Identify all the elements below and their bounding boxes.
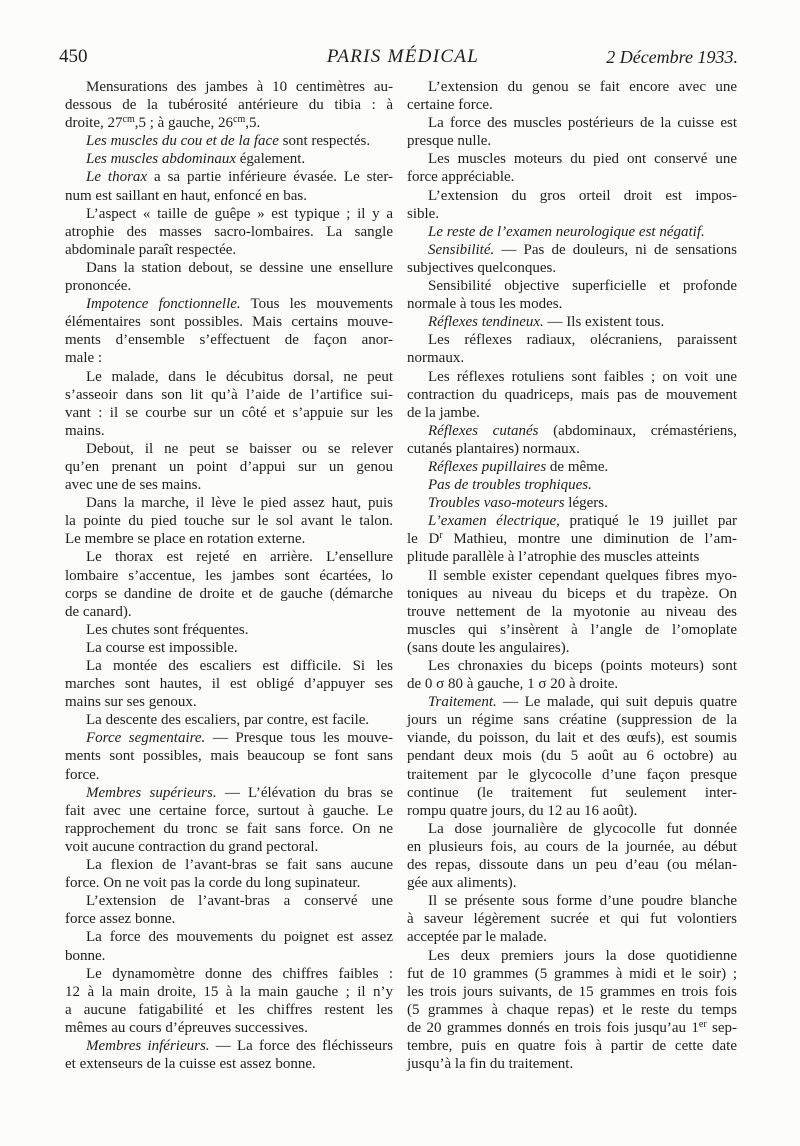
text-run: ments d’ensemble s’effectuent de façon anor-	[65, 332, 393, 349]
text-line	[65, 711, 393, 729]
italic-run: Les muscles abdominaux	[86, 151, 236, 168]
text-line	[407, 657, 737, 675]
text-line	[407, 132, 737, 150]
text-run: — La force des fléchisseurs	[209, 1037, 393, 1054]
text-line	[65, 729, 393, 747]
text-run: L’extension du genou se fait encore avec une	[428, 79, 737, 95]
text-run: Les chutes sont fréquentes.	[86, 621, 249, 638]
text-line	[65, 78, 393, 96]
text-run: Le thorax est rejeté en arrière. L’ensellure	[86, 549, 393, 566]
paragraph	[407, 368, 737, 422]
text-line	[65, 965, 393, 983]
text-line	[65, 96, 393, 114]
text-run: légers.	[564, 495, 608, 512]
italic-run: Le reste de l’examen neurologique est négatif.	[428, 223, 705, 240]
text-line	[407, 259, 737, 277]
text-run: traitement par le glycocolle d’une façon presque	[407, 766, 737, 783]
paragraph	[65, 168, 393, 204]
text-run: fait avec une certaine force, surtout à gauche. Le	[65, 802, 393, 819]
text-line	[407, 494, 737, 512]
paragraph	[65, 639, 393, 657]
italic-run: Les muscles du cou et de la face	[86, 133, 279, 150]
text-line	[407, 639, 737, 657]
text-line	[65, 548, 393, 566]
text-run: jours un régime sans créatine (suppression de la	[407, 712, 737, 729]
text-line	[65, 856, 393, 874]
text-run: Les réflexes radiaux, olécraniens, paraissent	[428, 332, 737, 349]
paragraph	[407, 567, 737, 657]
text-run: ,5.	[245, 115, 261, 132]
paragraph	[65, 548, 393, 620]
text-line	[407, 96, 737, 114]
text-line	[407, 1001, 737, 1019]
text-run: a aucune fatigabilité et les chiffres restent les	[65, 1001, 393, 1018]
paragraph	[407, 331, 737, 367]
paragraph	[407, 693, 737, 820]
text-run: Debout, il ne peut se baisser ou se relever	[86, 440, 393, 457]
text-run: à saveur légèrement sucrée et qui fut volontiers	[407, 911, 737, 928]
text-line	[65, 132, 393, 150]
text-run: plitude parallèle à l’atrophie des muscles atteints	[407, 549, 700, 566]
text-line	[407, 548, 737, 566]
text-line	[65, 983, 393, 1001]
paragraph	[65, 78, 393, 132]
text-line	[65, 150, 393, 168]
text-run: Dans la marche, il lève le pied assez haut, puis	[86, 495, 393, 512]
text-run: atrophie des masses sacro-lombaires. La sangle	[65, 223, 393, 240]
text-line	[65, 567, 393, 585]
paragraph	[65, 132, 393, 150]
text-line	[407, 766, 737, 784]
text-line	[65, 494, 393, 512]
text-run: Il semble exister cependant quelques fibres myo-	[428, 567, 737, 584]
text-run: de 0 σ 80 à gauche, 1 σ 20 à droite.	[407, 676, 619, 693]
text-run: les trois jours suivants, de 15 grammes en trois fois	[407, 983, 737, 1000]
text-run: Mathieu, montre une diminution de l’am-	[442, 531, 737, 548]
italic-run: Membres supérieurs.	[86, 784, 217, 801]
text-line	[407, 928, 737, 946]
text-run: Dans la station debout, se dessine une ensellure	[86, 259, 393, 276]
text-line	[407, 187, 737, 205]
text-line	[65, 259, 393, 277]
text-run: subjectives quelconques.	[407, 259, 557, 276]
text-run: Sensibilité objective superficielle et profonde	[428, 278, 737, 295]
text-run: acceptée par le malade.	[407, 929, 547, 946]
text-run: force.	[65, 766, 100, 783]
text-line	[65, 802, 393, 820]
superscript: er	[698, 1018, 707, 1030]
text-line	[65, 168, 393, 186]
italic-run: Le thorax	[86, 169, 148, 186]
text-run: — L’élévation du bras se	[216, 784, 393, 801]
text-run: num est saillant en haut, enfoncé en bas.	[65, 187, 308, 204]
text-run: La dose journalière de glycocolle fut donnée	[428, 820, 737, 837]
text-line	[65, 458, 393, 476]
text-run: Tous les mouvements	[240, 296, 394, 313]
text-run: de même.	[546, 458, 609, 475]
text-run: voit aucune contraction du grand pectoral.	[65, 838, 319, 855]
text-run: des repas, dissoute dans un peu d’eau (ou mélan-	[407, 857, 737, 874]
text-run: La montée des escaliers est difficile. Si les	[86, 658, 393, 674]
paragraph	[65, 440, 393, 494]
paragraph	[65, 892, 393, 928]
text-line	[407, 1055, 737, 1073]
text-line	[65, 947, 393, 965]
text-run: tembre, puis en quatre fois à partir de cette date	[407, 1037, 737, 1054]
paragraph	[407, 223, 737, 241]
text-line	[65, 440, 393, 458]
text-run: Le membre se place en rotation externe.	[65, 531, 306, 548]
left-column	[65, 78, 393, 1073]
text-line	[407, 331, 737, 349]
paragraph	[407, 78, 737, 114]
text-line	[65, 1055, 393, 1073]
text-line	[407, 747, 737, 765]
right-column	[407, 78, 737, 1073]
text-line	[65, 820, 393, 838]
text-run: — Le malade, qui suit depuis quatre	[496, 694, 737, 711]
text-run: gée aux aliments).	[407, 875, 517, 892]
text-run: force. On ne voit pas la corde du long supinateur.	[65, 875, 361, 892]
superscript: cm	[233, 114, 246, 126]
text-line	[65, 621, 393, 639]
text-line	[407, 711, 737, 729]
text-run: force appréciable.	[407, 169, 515, 186]
text-run: continue (le traitement fut seulement inter-	[407, 784, 737, 801]
text-line	[407, 368, 737, 386]
issue-date: 2 Décembre 1933.	[606, 47, 738, 67]
text-line	[65, 1019, 393, 1037]
text-run: Il se présente sous forme d’une poudre blanche	[428, 893, 737, 910]
text-line	[65, 331, 393, 349]
text-run: force assez bonne.	[65, 911, 176, 928]
paragraph	[407, 820, 737, 892]
text-line	[65, 910, 393, 928]
italic-run: L’examen électrique	[428, 513, 557, 530]
text-run: de canard).	[65, 603, 132, 620]
paragraph	[407, 947, 737, 1074]
text-line	[407, 567, 737, 585]
text-line	[65, 404, 393, 422]
text-run: en plusieurs fois, au cours de la journée, au début	[407, 838, 737, 855]
paragraph	[65, 205, 393, 259]
paragraph	[407, 494, 737, 512]
text-line	[65, 512, 393, 530]
text-run: bonne.	[65, 947, 106, 964]
text-run: abdominale paraît respectée.	[65, 241, 237, 258]
text-line	[407, 675, 737, 693]
text-run: a sa partie inférieure évasée. Le ster-	[147, 169, 394, 186]
text-line	[65, 639, 393, 657]
text-line	[65, 747, 393, 765]
text-line	[407, 965, 737, 983]
text-run: rapprochement du tronc se fait sans force. On ne	[65, 820, 393, 837]
paragraph	[65, 621, 393, 639]
text-line	[407, 693, 737, 711]
text-line	[407, 512, 737, 530]
text-run: Les deux premiers jours la dose quotidienne	[428, 947, 737, 964]
text-run: , pratiqué le 19 juillet par	[556, 513, 737, 530]
text-line	[407, 585, 737, 603]
italic-run: Réflexes cutanés	[428, 422, 539, 439]
text-line	[407, 168, 737, 186]
text-line	[407, 802, 737, 820]
text-run: Les réflexes rotuliens sont faibles ; on voit une	[428, 368, 737, 385]
text-run: L’extension de l’avant-bras a conservé une	[86, 893, 393, 910]
text-run: qu’en prenant un point d’appui sur un genou	[65, 458, 393, 475]
text-run: élémentaires sont possibles. Mais certains mouve-	[65, 314, 393, 331]
text-run: presque nulle.	[407, 133, 492, 150]
text-run: — Pas de douleurs, ni de sensations	[494, 241, 737, 258]
text-line	[407, 114, 737, 132]
text-run: contraction du quadriceps, mais pas de mouvement	[407, 386, 737, 403]
journal-title: PARIS MÉDICAL	[326, 46, 480, 67]
italic-run: Membres inférieurs.	[86, 1037, 210, 1054]
text-line	[407, 892, 737, 910]
paragraph	[407, 187, 737, 223]
text-line	[65, 313, 393, 331]
text-run: certaine force.	[407, 97, 493, 114]
text-line	[407, 838, 737, 856]
paragraph	[407, 512, 737, 566]
text-run: — Presque tous les mouve-	[205, 730, 393, 747]
text-line	[407, 729, 737, 747]
paragraph	[407, 277, 737, 313]
text-line	[407, 150, 737, 168]
text-run: mains.	[65, 422, 105, 439]
text-line	[407, 530, 737, 548]
text-run: s’asseoir dans son lit qu’à l’aide de l’artifice sui-	[65, 386, 393, 403]
text-run: trouve nettement de la myotonie au niveau des	[407, 603, 737, 620]
text-line	[407, 313, 737, 331]
text-line	[65, 368, 393, 386]
text-run: sep-	[706, 1019, 737, 1036]
text-line	[65, 277, 393, 295]
text-run: (5 grammes à chaque repas) et le reste du temps	[407, 1001, 737, 1018]
text-line	[65, 892, 393, 910]
paragraph	[65, 494, 393, 548]
text-run: vant : il se courbe sur un côté et s’appuie sur les	[65, 404, 393, 421]
text-line	[65, 928, 393, 946]
text-line	[65, 657, 393, 675]
italic-run: Réflexes tendineux.	[428, 314, 544, 331]
italic-run: Troubles vaso-moteurs	[428, 495, 565, 512]
text-line	[407, 1037, 737, 1055]
text-line	[407, 205, 737, 223]
text-line	[407, 820, 737, 838]
paragraph	[65, 711, 393, 729]
text-line	[65, 766, 393, 784]
text-run: muscles qui s’insèrent à l’angle de l’omoplate	[407, 621, 737, 638]
text-line	[407, 874, 737, 892]
text-line	[407, 440, 737, 458]
text-run: normale à tous les modes.	[407, 296, 563, 313]
text-run: sont respectés.	[278, 133, 371, 150]
text-line	[65, 585, 393, 603]
paragraph	[407, 150, 737, 186]
text-run: le D	[407, 531, 440, 548]
italic-run: Traitement.	[428, 694, 497, 711]
text-run: corps se dandine de droite et de gauche (démarche	[65, 585, 393, 602]
text-line	[407, 621, 737, 639]
text-run: de 20 grammes donnés en trois fois jusqu’au 1	[407, 1019, 699, 1036]
text-line	[407, 947, 737, 965]
text-line	[65, 874, 393, 892]
text-line	[407, 404, 737, 422]
text-line	[407, 241, 737, 259]
text-run: La force des mouvements du poignet est assez	[86, 929, 393, 946]
paragraph	[407, 458, 737, 476]
text-run: lombaire s’accentue, les jambes sont écartées, lo	[65, 567, 393, 584]
text-line	[407, 603, 737, 621]
text-line	[407, 78, 737, 96]
text-run: prononcée.	[65, 278, 132, 295]
paragraph	[65, 150, 393, 168]
text-run: ,5 ; à gauche, 26	[134, 115, 234, 132]
paragraph	[65, 856, 393, 892]
text-line	[65, 838, 393, 856]
text-run: (abdominaux, crémastériens,	[538, 422, 737, 439]
paragraph	[65, 965, 393, 1037]
paragraph	[407, 657, 737, 693]
text-line	[407, 349, 737, 367]
paragraph	[65, 259, 393, 295]
superscript: cm	[122, 114, 135, 126]
paragraph	[65, 657, 393, 711]
text-run: Les chronaxies du biceps (points moteurs) sont	[428, 658, 737, 674]
text-run: Le malade, dans le décubitus dorsal, ne peut	[86, 368, 393, 385]
text-line	[407, 784, 737, 802]
text-line	[407, 1019, 737, 1037]
text-run: La course est impossible.	[86, 639, 238, 656]
text-run: La flexion de l’avant-bras se fait sans aucune	[86, 857, 393, 874]
text-run: mains sur ses genoux.	[65, 694, 197, 711]
text-run: marches sont hautes, il est obligé d’appuyer ses	[65, 676, 393, 693]
text-line	[407, 277, 737, 295]
text-run: la pointe du pied touche sur le sol avant le talon.	[65, 513, 393, 530]
text-run: fut de 10 grammes (5 grammes à midi et le soir) ;	[407, 965, 737, 982]
text-line	[65, 349, 393, 367]
text-line	[65, 476, 393, 494]
text-run: de la jambe.	[407, 404, 480, 421]
text-run: et extenseurs de la cuisse est assez bonne.	[65, 1056, 316, 1073]
text-line	[407, 223, 737, 241]
text-run: rompu quatre jours, du 12 au 16 août).	[407, 802, 638, 819]
text-run: également.	[236, 151, 306, 168]
text-run: droite, 27	[65, 115, 123, 132]
text-run: viande, du poisson, du lait et des œufs), est soumis	[407, 730, 737, 747]
paragraph	[407, 892, 737, 946]
text-run: Les muscles moteurs du pied ont conservé une	[428, 151, 737, 168]
text-run: avec une de ses mains.	[65, 477, 202, 494]
text-run: normaux.	[407, 350, 465, 367]
text-line	[407, 910, 737, 928]
text-run: dessous de la tubérosité antérieure du tibia : à	[65, 97, 393, 114]
text-line	[65, 422, 393, 440]
text-line	[65, 241, 393, 259]
text-line	[65, 1001, 393, 1019]
paragraph	[65, 368, 393, 440]
italic-run: Force segmentaire.	[86, 730, 206, 747]
paragraph	[407, 241, 737, 277]
paragraph	[65, 1037, 393, 1073]
paragraph	[407, 422, 737, 458]
italic-run: Réflexes pupillaires	[428, 458, 547, 475]
text-line	[407, 856, 737, 874]
paragraph	[65, 295, 393, 367]
paragraph	[407, 114, 737, 150]
text-run: L’aspect « taille de guêpe » est typique ; il y a	[86, 205, 393, 222]
text-line	[65, 784, 393, 802]
text-line	[407, 983, 737, 1001]
paragraph	[407, 313, 737, 331]
page-number: 450	[59, 46, 88, 67]
paragraph	[65, 729, 393, 783]
text-run: La descente des escaliers, par contre, est facile.	[86, 712, 370, 729]
superscript: r	[439, 530, 443, 542]
text-run: La force des muscles postérieurs de la cuisse est	[428, 115, 737, 132]
text-line	[65, 205, 393, 223]
text-run: 12 à la main droite, 15 à la main gauche ; il n’y	[65, 983, 393, 1000]
italic-run: Pas de troubles trophiques.	[428, 477, 592, 494]
text-line	[65, 386, 393, 404]
text-run: L’extension du gros orteil droit est impos-	[428, 187, 737, 204]
italic-run: Impotence fonctionnelle.	[86, 296, 241, 313]
text-run: Mensurations des jambes à 10 centimètres au-	[86, 79, 393, 95]
text-run: pendant deux mois (du 5 août au 6 octobre) au	[407, 748, 737, 765]
text-line	[65, 187, 393, 205]
text-run: (sans doute les angulaires).	[407, 639, 570, 656]
text-run: male :	[65, 350, 103, 367]
text-run: toniques au niveau du biceps et du trapèze. On	[407, 585, 737, 602]
text-line	[65, 223, 393, 241]
italic-run: Sensibilité.	[428, 241, 495, 258]
text-run: sible.	[407, 205, 440, 222]
text-line	[65, 693, 393, 711]
text-line	[407, 422, 737, 440]
text-line	[407, 458, 737, 476]
text-run: mêmes au cours d’épreuves successives.	[65, 1019, 308, 1036]
text-run: ments sont possibles, mais beaucoup se font sans	[65, 748, 393, 765]
text-run: — Ils existent tous.	[543, 314, 665, 331]
paragraph	[65, 928, 393, 964]
text-run: jusqu’à la fin du traitement.	[407, 1056, 574, 1073]
text-line	[65, 675, 393, 693]
text-line	[65, 530, 393, 548]
text-run: Le dynamomètre donne des chiffres faibles :	[86, 965, 393, 982]
text-line	[65, 1037, 393, 1055]
text-line	[65, 603, 393, 621]
text-line	[407, 386, 737, 404]
text-line	[407, 295, 737, 313]
text-run: cutanés plantaires) normaux.	[407, 440, 580, 457]
text-line	[65, 295, 393, 313]
text-line	[65, 114, 393, 132]
paragraph	[65, 784, 393, 856]
text-line	[407, 476, 737, 494]
paragraph	[407, 476, 737, 494]
